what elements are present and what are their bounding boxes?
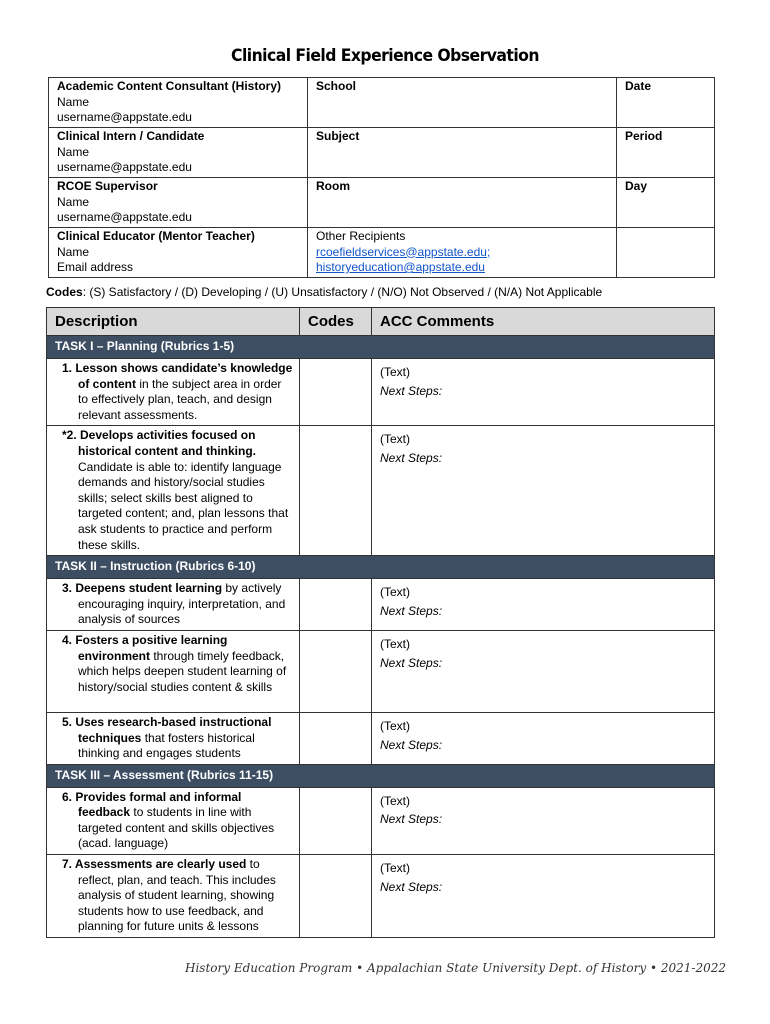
rubric-title: 4. Fosters a positive learning environment [62, 632, 228, 663]
historyeducation-email-link[interactable]: historyeducation@appstate.edu [316, 260, 485, 274]
info-row [49, 228, 715, 278]
page-title: Clinical Field Experience Observation [231, 46, 539, 66]
email-field[interactable]: Email address [57, 260, 134, 274]
school-cell[interactable] [308, 78, 617, 128]
room-cell[interactable] [308, 178, 617, 228]
comment-cell[interactable] [372, 855, 715, 938]
empty-cell [617, 228, 715, 278]
task-label: TASK III – Assessment (Rubrics 11-15) [47, 764, 715, 787]
date-label: Date [625, 79, 652, 93]
info-cell [49, 78, 308, 128]
rubric-detail: that fosters historical thinking and engages students [78, 730, 255, 761]
rubric-title: *2. Develops activities focused on historical content and thinking. [62, 428, 257, 458]
rubric-detail: in the subject area in order to effectively plan, teach, and design relevant assessments. [78, 376, 282, 422]
rubric-title: 7. Assessments are clearly used [62, 857, 247, 872]
rubric-title: 5. Uses research-based instructional techniques [62, 714, 272, 745]
codes-legend-label: Codes [46, 285, 83, 299]
task-row [47, 556, 715, 579]
rubric-description [47, 712, 300, 764]
school-label: School [316, 79, 357, 93]
rubric-description [47, 359, 300, 426]
code-input-cell[interactable] [300, 630, 372, 712]
rubric-detail: to reflect, plan, and teach. This includes analysis of student learning, showing students how to use feedback, and planning for future units & lessons [78, 857, 276, 934]
email-field[interactable]: username@appstate.edu [57, 210, 192, 224]
name-field[interactable]: Name [57, 244, 90, 259]
rubric-header-row [47, 308, 715, 336]
rubric-row [47, 579, 715, 631]
code-input-cell[interactable] [300, 712, 372, 764]
subject-label: Subject [316, 129, 360, 143]
day-cell[interactable] [617, 178, 715, 228]
rubric-detail: by actively encouraging inquiry, interpretation, and analysis of sources [78, 581, 286, 627]
task-row [47, 336, 715, 359]
fieldservices-email-link[interactable]: rcoefieldservices@appstate.edu; [316, 244, 491, 259]
rubric-description [47, 579, 300, 631]
comment-cell[interactable] [372, 359, 715, 426]
next-steps-label: Next Steps: [380, 450, 443, 465]
role-label: RCOE Supervisor [57, 179, 158, 193]
next-steps-label: Next Steps: [380, 737, 443, 752]
subject-cell[interactable] [308, 128, 617, 178]
comment-cell[interactable] [372, 426, 715, 556]
info-cell [49, 228, 308, 278]
next-steps-label: Next Steps: [380, 603, 443, 618]
description-header: Description [47, 308, 300, 336]
rubric-description [47, 787, 300, 854]
page-footer: History Education Program • Appalachian State University Dept. of History • 2021-2022 [184, 961, 726, 975]
rubric-detail: through timely feedback, which helps deepen student learning of history/social studies content & skills [78, 648, 287, 694]
name-field[interactable]: Name [57, 194, 90, 209]
rubric-description [47, 630, 300, 712]
info-row [49, 178, 715, 228]
role-label: Clinical Intern / Candidate [57, 129, 205, 143]
period-label: Period [625, 129, 663, 143]
rubric-title: 3. Deepens student learning [62, 581, 223, 596]
code-input-cell[interactable] [300, 787, 372, 854]
date-cell[interactable] [617, 78, 715, 128]
comment-text: (Text) [380, 585, 410, 600]
info-table [48, 77, 715, 278]
rubric-table [46, 307, 715, 938]
rubric-row [47, 855, 715, 938]
code-input-cell[interactable] [300, 855, 372, 938]
comment-cell[interactable] [372, 579, 715, 631]
next-steps-label: Next Steps: [380, 383, 443, 398]
code-input-cell[interactable] [300, 579, 372, 631]
recipients-cell [308, 228, 617, 278]
comments-header: ACC Comments [372, 308, 715, 336]
comment-cell[interactable] [372, 630, 715, 712]
name-field[interactable]: Name [57, 94, 90, 109]
email-field[interactable]: username@appstate.edu [57, 160, 192, 174]
rubric-row [47, 359, 715, 426]
task-label: TASK I – Planning (Rubrics 1-5) [47, 336, 715, 359]
rubric-row [47, 787, 715, 854]
day-label: Day [625, 179, 648, 193]
comment-cell[interactable] [372, 787, 715, 854]
codes-legend [46, 285, 602, 299]
room-label: Room [316, 179, 350, 193]
next-steps-label: Next Steps: [380, 655, 443, 670]
rubric-row [47, 712, 715, 764]
rubric-title: 6. Provides formal and informal feedback [62, 789, 242, 820]
comment-text: (Text) [380, 861, 410, 876]
role-label: Clinical Educator (Mentor Teacher) [57, 229, 255, 243]
code-input-cell[interactable] [300, 359, 372, 426]
comment-text: (Text) [380, 365, 410, 379]
name-field[interactable]: Name [57, 144, 90, 159]
rubric-detail: Candidate is able to: identify language demands and history/social studies skills; select skills best aligned to targeted content; and, plan lessons that ask students to practice and perform these skills. [78, 459, 289, 552]
comment-cell[interactable] [372, 712, 715, 764]
task-row [47, 764, 715, 787]
role-label: Academic Content Consultant (History) [57, 79, 282, 93]
rubric-row [47, 630, 715, 712]
next-steps-label: Next Steps: [380, 812, 443, 827]
rubric-detail: to students in line with targeted content and skills objectives (acad. language) [78, 805, 275, 851]
comment-text: (Text) [380, 793, 410, 808]
recipients-label: Other Recipients [316, 229, 406, 243]
next-steps-label: Next Steps: [380, 879, 443, 894]
comment-text: (Text) [380, 718, 410, 733]
task-label: TASK II – Instruction (Rubrics 6-10) [47, 556, 715, 579]
codes-legend-text: : (S) Satisfactory / (D) Developing / (U) Unsatisfactory / (N/O) Not Observed / (N/A) Not Applicable [82, 285, 603, 299]
period-cell[interactable] [617, 128, 715, 178]
info-cell [49, 128, 308, 178]
rubric-row [47, 426, 715, 556]
comment-text: (Text) [380, 432, 410, 447]
info-row [49, 78, 715, 128]
rubric-description [47, 426, 300, 556]
info-cell [49, 178, 308, 228]
rubric-title: 1. Lesson shows candidate’s knowledge of content [62, 361, 293, 391]
email-field[interactable]: username@appstate.edu [57, 110, 192, 124]
comment-text: (Text) [380, 636, 410, 651]
code-input-cell[interactable] [300, 426, 372, 556]
codes-header: Codes [300, 308, 372, 336]
info-row [49, 128, 715, 178]
rubric-description [47, 855, 300, 938]
